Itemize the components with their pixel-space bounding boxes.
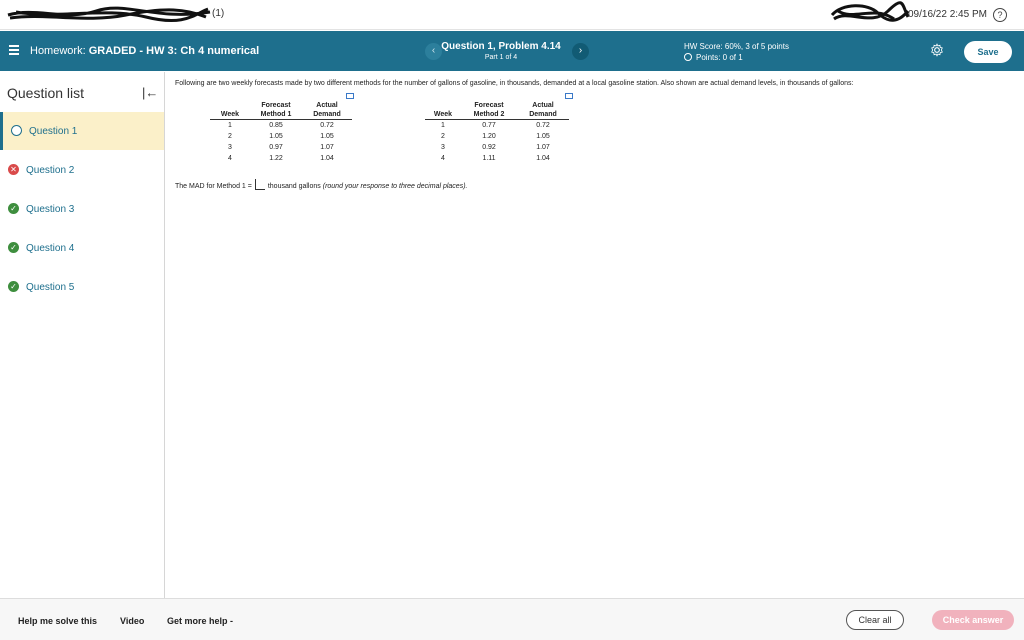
table-header: Forecast Method 2 <box>461 101 517 120</box>
problem-area <box>175 80 1015 190</box>
question-part: Part 1 of 4 <box>484 54 518 61</box>
forecast-table-method-2 <box>425 101 569 164</box>
sidebar-item-question-4[interactable] <box>0 229 164 267</box>
collapse-sidebar-icon[interactable]: |← <box>142 85 159 100</box>
mad-answer-input[interactable] <box>255 179 265 190</box>
homework-title <box>30 45 259 57</box>
table-header: Forecast Method 1 <box>250 101 302 120</box>
sidebar-item-label: Question 4 <box>26 243 75 254</box>
incorrect-x-icon: ✕ <box>8 164 19 175</box>
answer-suffix: thousand gallons <box>267 183 321 190</box>
correct-check-icon: ✓ <box>8 242 19 253</box>
table-row: 2 1.05 1.05 <box>228 133 334 140</box>
date-time: 09/16/22 2:45 PM <box>908 9 987 20</box>
table-row: 3 0.92 1.07 <box>441 144 550 151</box>
clear-all-button[interactable]: Clear all <box>846 610 904 630</box>
table-row: 1 0.85 0.72 <box>228 122 334 129</box>
copy-table-icon[interactable] <box>565 93 573 99</box>
save-button[interactable]: Save <box>964 41 1012 63</box>
question-list-title: Question list <box>7 85 85 101</box>
table-row: 3 0.97 1.07 <box>228 144 334 151</box>
sidebar-item-question-2[interactable] <box>0 151 164 189</box>
table-header: Actual Demand <box>517 101 569 120</box>
next-question-button[interactable]: › <box>572 43 589 60</box>
top-bar <box>0 0 1024 30</box>
sidebar-item-label: Question 3 <box>26 204 75 215</box>
hamburger-icon[interactable] <box>9 45 19 55</box>
previous-question-button[interactable]: ‹ <box>425 43 442 60</box>
table-row: 4 1.22 1.04 <box>228 155 334 162</box>
homework-prefix: Homework: <box>30 45 86 57</box>
sidebar-item-question-1[interactable] <box>0 112 164 150</box>
sidebar-item-label: Question 1 <box>29 126 78 137</box>
redaction-scribble-right <box>828 1 910 27</box>
sidebar-item-label: Question 2 <box>26 165 75 176</box>
help-icon[interactable]: ? <box>993 8 1007 22</box>
redaction-scribble <box>6 3 212 25</box>
footer-bar <box>0 598 1024 640</box>
open-circle-icon <box>11 125 22 136</box>
sidebar-item-question-3[interactable] <box>0 190 164 228</box>
points-circle-icon <box>684 53 692 61</box>
assignment-header <box>0 31 1024 71</box>
problem-intro: Following are two weekly forecasts made by two different methods for the number of gallons of gasoline, in thousands, demanded at a local gasoline station. Also shown are actual demand levels, in thousands of gallons: <box>175 80 854 87</box>
hw-score: HW Score: 60%, 3 of 5 points <box>684 42 789 51</box>
course-title-suffix: (1) <box>212 8 225 19</box>
sidebar-item-label: Question 5 <box>26 282 75 293</box>
correct-check-icon: ✓ <box>8 203 19 214</box>
table-row: 4 1.11 1.04 <box>441 155 550 162</box>
copy-table-icon[interactable] <box>346 93 354 99</box>
table-header: Actual Demand <box>302 101 352 120</box>
sidebar-item-question-5[interactable] <box>0 268 164 306</box>
table-row: 2 1.20 1.05 <box>441 133 550 140</box>
question-title: Question 1, Problem 4.14 <box>441 41 561 52</box>
correct-check-icon: ✓ <box>8 281 19 292</box>
homework-name: GRADED - HW 3: Ch 4 numerical <box>88 45 260 57</box>
table-header: Week <box>210 101 250 120</box>
answer-hint: (round your response to three decimal places). <box>322 183 468 190</box>
video-button[interactable]: Video <box>120 616 145 626</box>
check-answer-button[interactable]: Check answer <box>932 610 1014 630</box>
help-me-solve-button[interactable]: Help me solve this <box>18 616 98 626</box>
table-header: Week <box>425 101 461 120</box>
points-status <box>684 53 743 62</box>
gear-icon[interactable] <box>930 43 944 57</box>
forecast-table-method-1 <box>210 101 352 164</box>
get-more-help-button[interactable]: Get more help - <box>167 616 234 626</box>
question-list-sidebar <box>0 72 165 598</box>
points-text: Points: 0 of 1 <box>696 53 743 62</box>
answer-prompt <box>175 179 467 190</box>
table-row: 1 0.77 0.72 <box>441 122 550 129</box>
answer-prefix: The MAD for Method 1 = <box>175 183 252 190</box>
